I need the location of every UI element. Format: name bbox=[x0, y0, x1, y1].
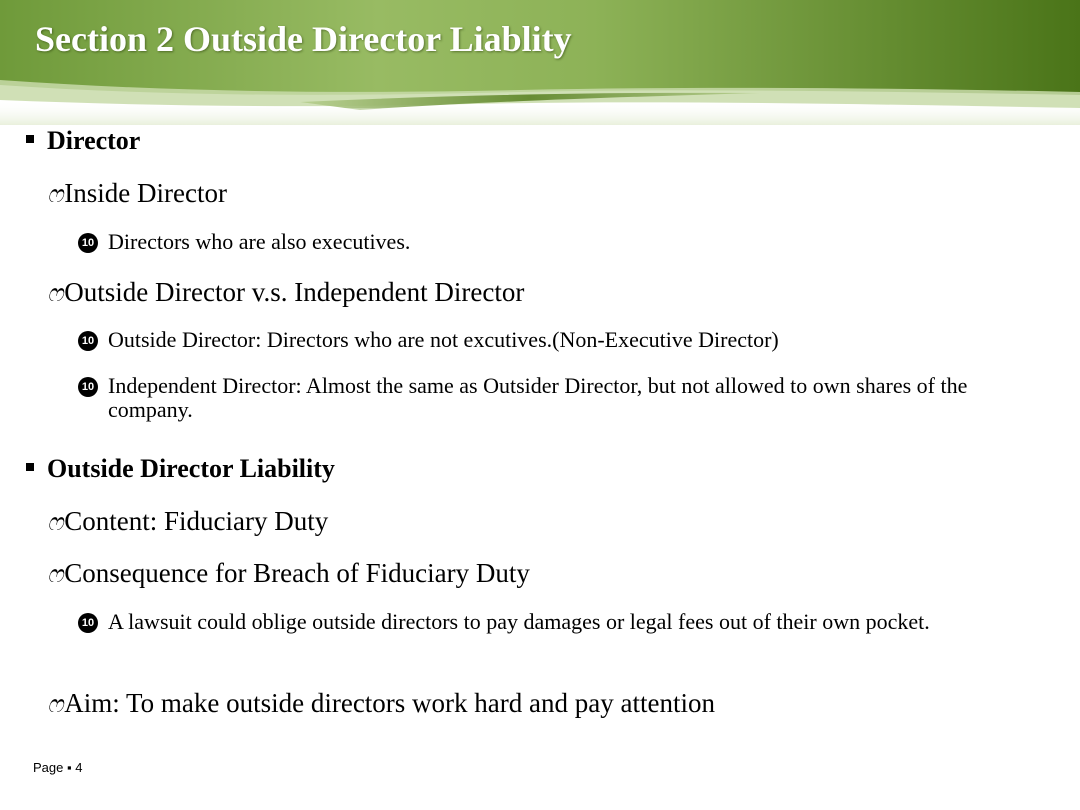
square-bullet-icon bbox=[26, 463, 34, 471]
outline-text: Director bbox=[47, 126, 141, 155]
number-ten-bullet-icon: 10 bbox=[78, 377, 98, 397]
page-number: Page ▪ 4 bbox=[33, 760, 83, 775]
outline-item-lawsuit bbox=[78, 610, 1008, 634]
outline-item-consequence bbox=[47, 558, 530, 589]
number-ten-bullet-icon: 10 bbox=[78, 233, 98, 253]
outline-text: Directors who are also executives. bbox=[108, 229, 411, 254]
outline-item-outside-vs-independent bbox=[47, 277, 524, 308]
outline-item-outside-director-definition bbox=[78, 328, 1008, 352]
outline-item-director bbox=[26, 126, 140, 156]
outline-text: Outside Director: Directors who are not excutives.(Non-Executive Director) bbox=[108, 327, 779, 352]
outline-text: Inside Director bbox=[64, 178, 227, 208]
slide-title: Section 2 Outside Director Liablity bbox=[35, 19, 572, 59]
outline-text: Content: Fiduciary Duty bbox=[64, 506, 329, 536]
outline-item-aim bbox=[47, 688, 715, 719]
outline-item-inside-director-definition bbox=[78, 230, 1008, 254]
ornament-bullet-icon: ෆ bbox=[47, 182, 64, 208]
square-bullet-icon bbox=[26, 135, 34, 143]
outline-text: Independent Director: Almost the same as Outsider Director, but not allowed to own shares of the company. bbox=[108, 373, 968, 422]
ornament-bullet-icon: ෆ bbox=[47, 562, 64, 588]
number-ten-bullet-icon: 10 bbox=[78, 613, 98, 633]
ornament-bullet-icon: ෆ bbox=[47, 510, 64, 536]
outline-item-outside-director-liability bbox=[26, 454, 335, 484]
ornament-bullet-icon: ෆ bbox=[47, 692, 64, 718]
outline-text: Outside Director Liability bbox=[47, 454, 335, 483]
ornament-bullet-icon: ෆ bbox=[47, 281, 64, 307]
outline-item-content bbox=[47, 506, 328, 537]
outline-text: Aim: To make outside directors work hard and pay attention bbox=[64, 688, 715, 718]
outline-text: Consequence for Breach of Fiduciary Duty bbox=[64, 558, 530, 588]
outline-item-inside-director bbox=[47, 178, 227, 209]
outline-item-independent-director-definition bbox=[78, 374, 1008, 422]
outline-text: Outside Director v.s. Independent Director bbox=[64, 277, 525, 307]
outline-text: A lawsuit could oblige outside directors to pay damages or legal fees out of their own pocket. bbox=[108, 609, 930, 634]
number-ten-bullet-icon: 10 bbox=[78, 331, 98, 351]
